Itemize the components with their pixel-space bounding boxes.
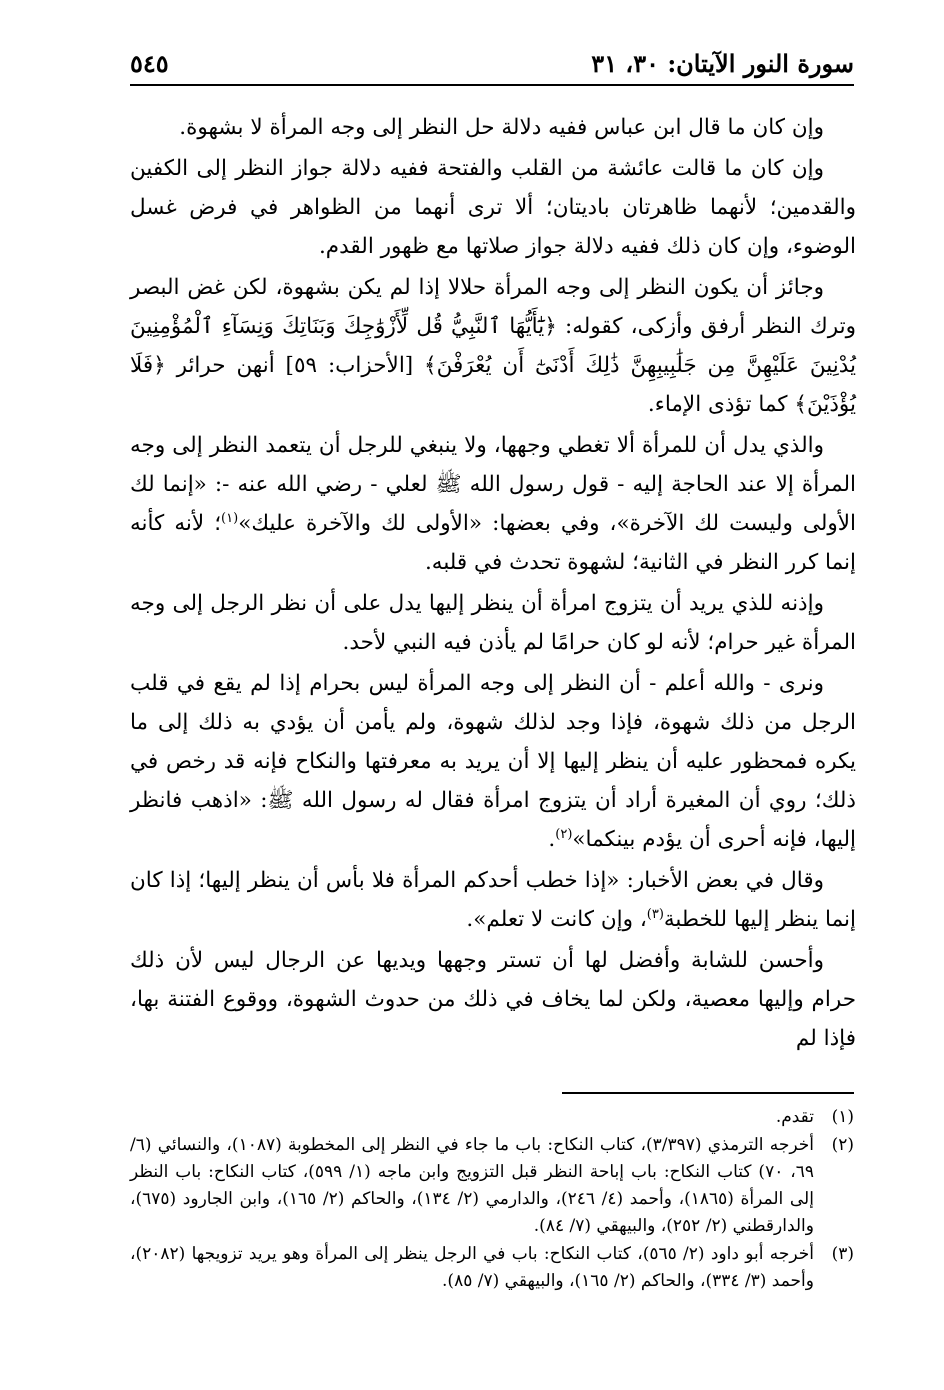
page-number: ٥٤٥ [130, 49, 169, 78]
footnote-marker: (٢) [555, 826, 573, 842]
paragraph-text: ؛ لأنه كأنه إنما كرر النظر في الثانية؛ لشهوة تحدث في قلبه. [130, 511, 856, 575]
paragraph-text: وقال في بعض الأخبار: «إذا خطب أحدكم المرأة فلا بأس أن ينظر إليها؛ إذا كان إنما ينظر إليها للخطبة [130, 868, 856, 932]
paragraph [130, 108, 856, 147]
footnote-marker: (١) [221, 510, 239, 526]
main-text [130, 108, 856, 1060]
footnotes [130, 1104, 854, 1296]
paragraph-text: ونرى - والله أعلم - أن النظر إلى وجه المرأة ليس بحرام إذا لم يقع في قلب الرجل من ذلك شهوة، فإذا وجد لذلك شهوة، ولم يأمن أن يؤدي به ذلك إلى ما يكره فمحظور عليه أن ينظر إليها إلا أن يريد به معرفتها والنكاح فإنه قد رخص في ذلك؛ روي أن المغيرة أراد أن يتزوج امرأة فقال له رسول الله ﷺ: «اذهب فانظر إليها، فإنه أحرى أن يؤدم بينكما» [130, 671, 856, 852]
paragraph [130, 664, 856, 859]
paragraph-text: . [548, 827, 556, 852]
paragraph-text: ، وإن كانت لا تعلم». [466, 907, 647, 932]
paragraph [130, 861, 856, 939]
footnote-separator [562, 1092, 854, 1094]
paragraph-text: وجائز أن يكون النظر إلى وجه المرأة حلالا إذا لم يكن بشهوة، لكن غض البصر وترك النظر أرفق وأزكى، كقوله: ﴿يَٰٓأَيُّهَا ٱلنَّبِيُّ قُل لِّأَزْوَٰجِكَ وَبَنَاتِكَ وَنِسَآءِ ٱلْمُؤْمِنِينَ يُدْنِينَ عَلَيْهِنَّ مِن جَلَٰبِيبِهِنَّ ذَٰلِكَ أَدْنَىٰٓ أَن يُعْرَفْنَ﴾ [الأحزاب: ٥٩] أنهن حرائر ﴿فَلَا يُؤْذَيْنَ﴾ كما تؤذى الإماء. [130, 275, 856, 417]
paragraph-text: وإن كان ما قال ابن عباس ففيه دلالة حل النظر إلى وجه المرأة لا بشهوة. [179, 115, 824, 140]
paragraph-text: وإذنه للذي يريد أن يتزوج امرأة أن ينظر إليها يدل على أن نظر الرجل إلى وجه المرأة غير حرام؛ لأنه لو كان حرامًا لم يأذن فيه النبي لأحد. [130, 591, 856, 655]
paragraph-text: وأحسن للشابة وأفضل لها أن تستر وجهها ويديها عن الرجال ليس لأن ذلك حرام وإليها معصية، ولكن لما يخاف في ذلك من حدوث الشهوة، ووقوع الفتنة بها، فإذا لم [130, 948, 856, 1051]
paragraph [130, 426, 856, 582]
footnote [130, 1241, 854, 1295]
paragraph [130, 268, 856, 424]
footnote-text: أخرجه أبو داود (٢/ ٥٦٥)، كتاب النكاح: باب في الرجل ينظر إلى المرأة وهو يريد تزويجها (٢٠٨٢)، وأحمد (٣/ ٣٣٤)، والحاكم (٢/ ١٦٥)، والبيهقي (٧/ ٨٥). [130, 1244, 814, 1291]
paragraph [130, 941, 856, 1058]
footnote [130, 1132, 854, 1240]
paragraph [130, 584, 856, 662]
paragraph [130, 149, 856, 266]
footnote-number: (٣) [831, 1244, 854, 1264]
page-header [130, 46, 854, 86]
footnote-text: تقدم. [775, 1107, 814, 1127]
paragraph-text: وإن كان ما قالت عائشة من القلب والفتحة ففيه دلالة جواز النظر إلى الكفين والقدمين؛ لأنهما ظاهرتان باديتان؛ ألا ترى أنهما من الظواهر في فرض غسل الوضوء، وإن كان ذلك ففيه دلالة جواز صلاتها مع ظهور القدم. [130, 156, 856, 259]
running-title: سورة النور الآيتان: ٣٠، ٣١ [591, 49, 854, 78]
footnote-number: (٢) [831, 1135, 854, 1155]
paragraph-text: والذي يدل أن للمرأة ألا تغطي وجهها، ولا ينبغي للرجل أن يتعمد النظر إلى وجه المرأة إلا عند الحاجة إليه - قول رسول الله ﷺ لعلي - رضي الله عنه -: «إنما لك الأولى وليست لك الآخرة»، وفي بعضها: «الأولى لك والآخرة عليك» [130, 433, 856, 536]
footnote-number: (١) [831, 1107, 854, 1127]
footnote [130, 1104, 854, 1131]
footnote-marker: (٣) [646, 906, 664, 922]
footnote-text: أخرجه الترمذي (٣/٣٩٧)، كتاب النكاح: باب ما جاء في النظر إلى المخطوبة (١٠٨٧)، والنسائي (٦/ ٦٩، ٧٠) كتاب النكاح: باب إباحة النظر قبل التزويج وابن ماجه (١/ ٥٩٩)، كتاب النكاح: باب النظر إلى المرأة (١٨٦٥)، وأحمد (٤/ ٢٤٦)، والدارمي (٢/ ١٣٤)، والحاكم (٢/ ١٦٥)، وابن الجارود (٦٧٥)، والدارقطني (٢/ ٢٥٢)، والبيهقي (٧/ ٨٤). [130, 1135, 815, 1236]
